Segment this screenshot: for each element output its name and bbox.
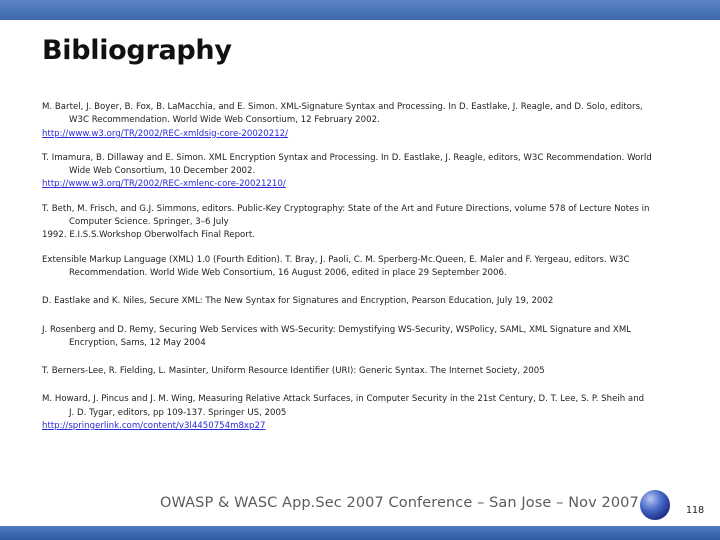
globe-logo-icon: [640, 490, 670, 520]
reference-text-continued: Wide Web Consortium, 10 December 2002.: [69, 166, 256, 177]
reference-text: Extensible Markup Language (XML) 1.0 (Fourth Edition). T. Bray, J. Paoli, C. M. Sperberg-Mc.Queen, E. Maler and F. Yergeau, editors. W3C: [42, 254, 630, 265]
reference-text-continued: 1992. E.I.S.S.Workshop Oberwolfach Final Report.: [42, 230, 255, 241]
reference-text-continued: Recommendation. World Wide Web Consortium, 16 August 2006, edited in place 29 September 2006.: [69, 267, 507, 278]
reference-text-continued: J. D. Tygar, editors, pp 109-137. Springer US, 2005: [69, 407, 287, 418]
reference-item: [42, 365, 682, 378]
reference-link[interactable]: http://www.w3.org/TR/2002/REC-xmlenc-core-20021210/: [42, 179, 286, 190]
reference-item: [42, 203, 682, 243]
reference-link[interactable]: http://www.w3.org/TR/2002/REC-xmldsig-core-20020212/: [42, 128, 289, 139]
reference-text: J. Rosenberg and D. Remy, Securing Web Services with WS-Security: Demystifying WS-Security, WSPolicy, SAML, XML Signature and XML: [42, 324, 632, 335]
reference-text-continued: Computer Science. Springer, 3–6 July: [69, 217, 229, 228]
reference-text: T. Beth, M. Frisch, and G.J. Simmons, editors. Public-Key Cryptography: State of the Art and Future Directions, volume 578 of Lecture Notes in: [42, 203, 650, 214]
reference-list: [42, 101, 682, 433]
reference-text-continued: W3C Recommendation. World Wide Web Consortium, 12 February 2002.: [69, 115, 380, 126]
reference-text: T. Imamura, B. Dillaway and E. Simon. XML Encryption Syntax and Processing. In D. Eastlake, J. Reagle, editors, W3C Recommendation. World: [42, 152, 652, 163]
page-number: 118: [686, 505, 705, 516]
reference-item: [42, 254, 682, 281]
top-banner: [0, 0, 720, 20]
bottom-banner: [0, 526, 720, 540]
reference-text: M. Bartel, J. Boyer, B. Fox, B. LaMacchia, and E. Simon. XML-Signature Syntax and Processing. In D. Eastlake, J. Reagle, and D. Solo, editors,: [42, 102, 643, 112]
reference-text: T. Berners-Lee, R. Fielding, L. Masinter, Uniform Resource Identifier (URI): Generic Syntax. The Internet Society, 2005: [42, 366, 545, 377]
reference-item: [42, 295, 682, 308]
reference-item: [42, 152, 682, 192]
reference-item: [42, 324, 682, 351]
reference-text: M. Howard, J. Pincus and J. M. Wing, Measuring Relative Attack Surfaces, in Computer Security in the 21st Century, D. T. Lee, S. P. Sheih and: [42, 394, 645, 405]
reference-text: D. Eastlake and K. Niles, Secure XML: The New Syntax for Signatures and Encryption, Pearson Education, July 19, 2002: [42, 296, 554, 307]
reference-item: [42, 393, 682, 433]
reference-text-continued: Encryption, Sams, 12 May 2004: [69, 337, 206, 348]
reference-link[interactable]: http://springerlink.com/content/v3l4450754m8xp27: [42, 421, 266, 432]
slide-title: Bibliography: [42, 35, 232, 66]
footer-conference-text: OWASP & WASC App.Sec 2007 Conference – San Jose – Nov 2007: [160, 495, 639, 511]
reference-item: [42, 101, 682, 141]
